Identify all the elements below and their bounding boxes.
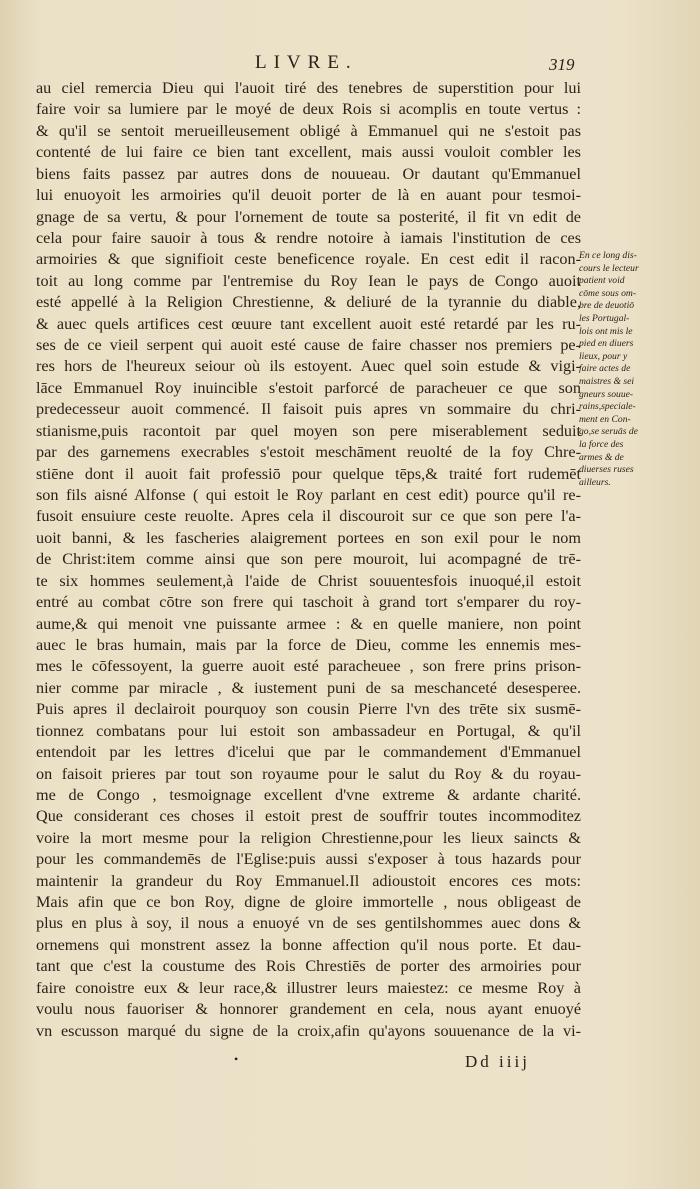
margin-note bbox=[579, 250, 679, 489]
text-line: res hors de l'heureux seiour où ils estoyent. Auec quel soin estude & vigi- bbox=[36, 357, 581, 376]
text-line: plus en plus à soy, il nous a enuoyé vn de ses gentilshommes auec dons & bbox=[36, 914, 581, 933]
text-line: & auec quels artifices cest œuure tant excellent auoit esté retardé par les ru- bbox=[36, 314, 581, 333]
text-line: de Christ:item comme ainsi que son pere mouroit, lui acompagné de trē- bbox=[36, 550, 581, 569]
text-line: faire voir sa lumiere par le moyé de deux Rois si acomplis en toute vertus : bbox=[36, 100, 581, 119]
margin-note-line: faire actes de bbox=[579, 363, 631, 375]
margin-note-line: cours le lecteur bbox=[579, 262, 639, 274]
text-line: aume,& qui menoit vne puissante armee : & en quelle maniere, non point bbox=[36, 614, 581, 633]
text-line: auec le bras humain, mais par la force de Dieu, comme les ennemis mes- bbox=[36, 635, 581, 654]
margin-note-line: cōme sous om- bbox=[579, 287, 637, 299]
margin-note-line: bre de deuotiō bbox=[579, 300, 635, 312]
margin-note-line: go,se seruās de bbox=[579, 426, 638, 438]
text-line: cela pour faire sauoir à tous & rendre notoire à iamais l'institution de ces bbox=[36, 228, 581, 247]
text-line: toit au long comme par l'entremise du Roy Iean le pays de Congo auoit bbox=[36, 271, 581, 290]
text-line: me de Congo , tesmoignage excellent d'vne extreme & ardante charité. bbox=[36, 785, 581, 804]
text-line: tant que c'est la coustume des Rois Chrestiēs de porter des armoiries pour bbox=[36, 957, 581, 976]
margin-note-line: pied en diuers bbox=[579, 338, 634, 350]
margin-note-line: ment en Con- bbox=[579, 413, 631, 425]
text-line: par des garnemens execrables s'estoit meschāment reuolté de la foy Chre- bbox=[36, 443, 581, 462]
text-line: stianisme,puis racontoit par quel moyen son pere miserablement seduit bbox=[36, 421, 581, 440]
text-line: voulu nous fauoriser & honnorer grandement en cela, nous ayant enuoyé bbox=[36, 1000, 581, 1019]
text-line: pour les commandemēs de l'Eglise:puis aussi s'exposer à tous hazards pour bbox=[36, 850, 581, 869]
text-line: ses de ce vieil serpent qui auoit esté cause de faire chasser nos premiers pe- bbox=[36, 336, 581, 355]
text-line: Puis apres il declairoit pourquoy son cousin Pierre l'vn des trēte six susmē- bbox=[36, 700, 581, 719]
margin-note-line: rains,speciale- bbox=[579, 401, 636, 413]
text-line: maintenir la grandeur du Roy Emmanuel.Il adioustoit encores ces mots: bbox=[36, 871, 581, 890]
text-line: contenté de lui faire ce bien tant excellent, mais aussi vouloit combler les bbox=[36, 143, 581, 162]
text-line: te six hommes seulement,à l'aide de Christ souuentesfois inuoqué,il estoit bbox=[36, 571, 581, 590]
text-line: gnage de sa vertu, & pour l'ornement de toute sa posterité, il fit vn edit de bbox=[36, 207, 581, 226]
text-line: armoiries & que signifioit ceste beneficence royale. En cest edit il racon- bbox=[36, 250, 581, 269]
text-line: faire conoistre eux & leur race,& illustrer leurs maiestez: ce mesme Roy à bbox=[36, 978, 581, 997]
text-line: biens faits passez par autres dons de nouueau. Or dautant qu'Emmanuel bbox=[36, 164, 581, 183]
margin-note-line: patient void bbox=[579, 275, 625, 287]
margin-note-line: ailleurs. bbox=[579, 476, 611, 488]
text-line: nier comme par miracle , & iustement puni de sa meschanceté desesperee. bbox=[36, 678, 581, 697]
text-line: entendoit par les lettres d'icelui que par le commandement d'Emmanuel bbox=[36, 743, 581, 762]
text-line: lāce Emmanuel Roy inuincible s'estoit parforcé de paracheuer ce que son bbox=[36, 378, 581, 397]
text-line: voire la mort mesme pour la religion Chrestienne,pour les lieux saincts & bbox=[36, 828, 581, 847]
text-line: entré au combat cōtre son frere qui taschoit à grand tort s'emparer du roy- bbox=[36, 593, 581, 612]
margin-note-line: la force des bbox=[579, 438, 624, 450]
text-line: lui enuoyoit les armoiries qu'il deuoit porter de là en auant pour tesmoi- bbox=[36, 186, 581, 205]
margin-note-line: lieux, pour y bbox=[579, 350, 628, 362]
text-line: fusoit ensuiure ceste reuolte. Apres cela il discouroit sur ce que son pere l'a- bbox=[36, 507, 581, 526]
margin-note-line: gneurs souue- bbox=[579, 388, 634, 400]
body-text bbox=[36, 78, 581, 1042]
signature-mark: Dd iiij bbox=[465, 1052, 530, 1071]
margin-note-line: diuerses ruses bbox=[579, 464, 634, 476]
text-line: ornemens qui monstrent assez la bonne affection qu'il nous porte. Et dau- bbox=[36, 935, 581, 954]
margin-note-line: maistres & sei bbox=[579, 375, 635, 387]
text-line: mes le cōfessoyent, la guerre auoit esté paracheuee , son frere prins prison- bbox=[36, 657, 581, 676]
margin-note-line: les Portugal- bbox=[579, 312, 630, 324]
text-line: predecesseur auoit commencé. Il faisoit puis apres vn sommaire du chri- bbox=[36, 400, 581, 419]
text-line: stiēne dont il auoit fait professiō pour quelque tēps,& traité fort rudemēt bbox=[36, 464, 581, 483]
footer-dot: • bbox=[234, 1052, 239, 1066]
margin-note-line: En ce long dis- bbox=[579, 250, 637, 261]
text-line: uoit banni, & les fascheries alaigrement portees en son exil pour le nom bbox=[36, 528, 581, 547]
text-line: Que considerant ces choses il estoit prest de souffrir toutes incommoditez bbox=[36, 807, 581, 826]
text-line: Mais afin que ce bon Roy, digne de gloire immortelle , nous obligeast de bbox=[36, 893, 581, 912]
text-line: tionnez combatans pour lui estoit son ambassadeur en Portugal, & qu'il bbox=[36, 721, 581, 740]
text-line: esté appellé à la Religion Chrestienne, & deliuré de la tyrannie du diable, bbox=[36, 293, 581, 312]
text-line: vn escusson marqué du signe de la croix,afin qu'ayons souuenance de la vi- bbox=[36, 1021, 581, 1040]
margin-note-line: armes & de bbox=[579, 451, 624, 463]
text-line: & qu'il se sentoit merueilleusement obligé à Emmanuel qui ne s'estoit pas bbox=[36, 121, 581, 140]
text-line: son fils aisné Alfonse ( qui estoit le Roy parlant en cest edit) pource qu'il re- bbox=[36, 486, 581, 505]
text-line: on faisoit prieres par tout son royaume pour le salut du Roy & du royau- bbox=[36, 764, 581, 783]
running-head: LIVRE. bbox=[255, 52, 358, 73]
page-number: 319 bbox=[549, 55, 575, 74]
margin-note-line: lois ont mis le bbox=[579, 325, 633, 337]
text-line: au ciel remercia Dieu qui l'auoit tiré des tenebres de superstition pour lui bbox=[36, 79, 581, 97]
